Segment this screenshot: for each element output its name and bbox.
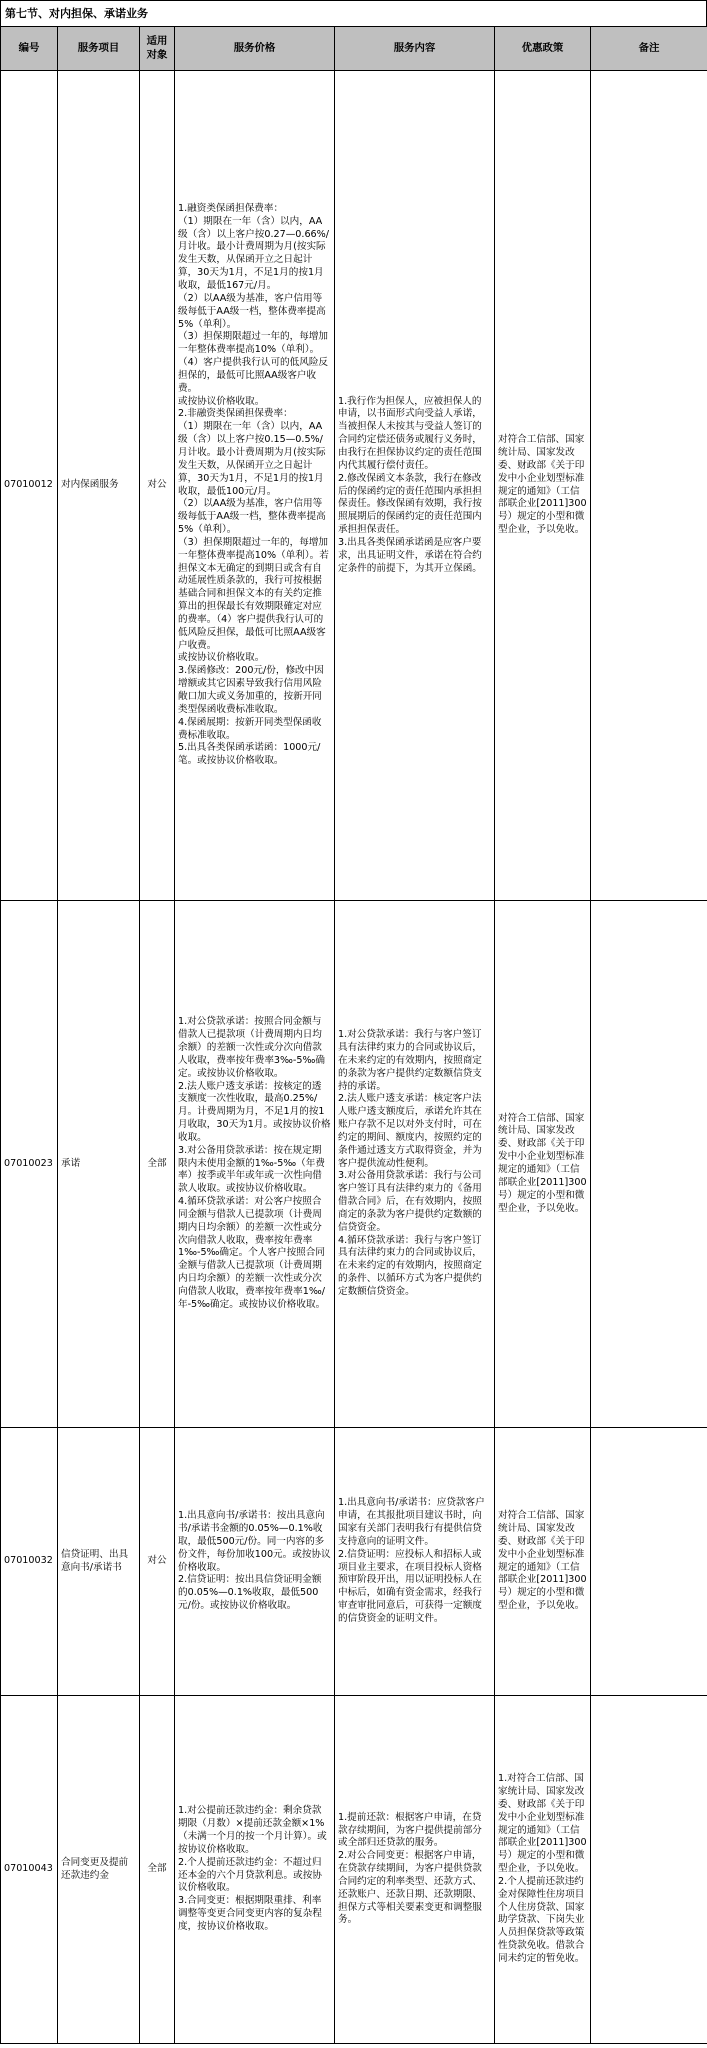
table-row: [1, 901, 707, 1428]
section-title: 第七节、对内担保、承诺业务: [0, 0, 707, 26]
cell-price: 1.对公贷款承诺：按照合同金额与借款人已提款项（计费周期内日均余额）的差额一次性或分次向借款人收取，费率按年费率3‰-5‰确定。或按协议价格收取。 2.法人账户透支承诺：按核定的透支额度一次性收取，最高0.25%/月。计费周期为月，不足1月的按1月收取，30天为1月。或按协议价格收取。 3.对公备用贷款承诺：按在规定期限内未使用金额的1‰-5‰（年费率）按季或半年或年或一次性向借款人收取。或按协议价格收取。 4.循环贷款承诺：对公客户按照合同金额与借款人已提款项（计费周期内日均余额）的差额一次性或分次向借款人收取，费率按年费率1‰-5‰确定。个人客户按照合同金额与借款人已提款项（计费周期内日均余额）的差额一次性或分次向借款人收取，费率按年费率1‰/年-5‰确定。或按协议价格收取。: [175, 901, 335, 1428]
header-remark: 备注: [591, 27, 707, 71]
cell-remark: [591, 71, 707, 901]
header-policy: 优惠政策: [495, 27, 591, 71]
fee-table: [0, 26, 707, 2044]
cell-policy: 对符合工信部、国家统计局、国家发改委、财政部《关于印发中小企业划型标准规定的通知》（工信部联企业[2011]300号）规定的小型和微型企业，予以免收。: [495, 71, 591, 901]
cell-item: 信贷证明、出具意向书/承诺书: [58, 1428, 140, 1696]
cell-remark: [591, 1428, 707, 1696]
cell-target: 全部: [140, 1696, 175, 2044]
cell-code: 07010032: [1, 1428, 58, 1696]
header-target: 适用 对象: [140, 27, 175, 71]
header-item: 服务项目: [58, 27, 140, 71]
cell-code: 07010043: [1, 1696, 58, 2044]
cell-price: 1.对公提前还款违约金：剩余贷款期限（月数）×提前还款金额×1%（未满一个月的按一个月计算）。或按协议价格收取。 2.个人提前还款违约金：不超过归还本金的六个月贷款利息。或按协议价格收取。 3.合同变更：根据期限重排、利率调整等变更合同变更内容的复杂程度，按协议价格收取。: [175, 1696, 335, 2044]
table-row: [1, 1696, 707, 2044]
cell-remark: [591, 1696, 707, 2044]
cell-item: 合同变更及提前还款违约金: [58, 1696, 140, 2044]
cell-item: 对内保函服务: [58, 71, 140, 901]
cell-price: 1.出具意向书/承诺书：按出具意向书/承诺书金额的0.05%—0.1%收取，最低500元/份。同一内容的多份文件，每份加收100元。或按协议价格收取。 2.信贷证明：按出具信贷证明金额的0.05%—0.1%收取，最低500元/份。或按协议价格收取。: [175, 1428, 335, 1696]
cell-policy: 对符合工信部、国家统计局、国家发改委、财政部《关于印发中小企业划型标准规定的通知》（工信部联企业[2011]300号）规定的小型和微型企业，予以免收。: [495, 901, 591, 1428]
cell-price: 1.融资类保函担保费率： （1）期限在一年（含）以内，AA级（含）以上客户按0.27—0.66%/月计收。最小计费周期为月(按实际发生天数，从保函开立之日起计算，30天为1月，不足1月的按1月收取，最低167元/月。 （2）以AA级为基准，客户信用等级每低于AA级一档，整体费率提高5%（单利）。 （3）担保期限超过一年的，每增加一年整体费率提高10%（单利）。（4）客户提供我行认可的低风险反担保的，最低可比照AA级客户收费。 或按协议价格收取。 2.非融资类保函担保费率： （1）期限在一年（含）以内，AA级（含）以上客户按0.15—0.5%/月计收。最小计费周期为月(按实际发生天数，从保函开立之日起计算，30天为1月，不足1月的按1月收取，最低100元/月。 （2）以AA级为基准，客户信用等级每低于AA级一档，整体费率提高5%（单利）。 （3）担保期限超过一年的，每增加一年整体费率提高10%（单利）。若担保文本无确定的到期日或含有自动延展性质条款的，我行可按根据基础合同和担保文本的有关约定推算出的担保最长有效期限確定对应的费率。（4）客户提供我行认可的低风险反担保，最低可比照AA级客户收费。 或按协议价格收取。 3.保函修改：200元/份，修改中因增额或其它因素导致我行信用风险敞口加大或义务加重的，按新开同类型保函收费标准收取。 4.保函展期：按新开同类型保函收费标准收取。 5.出具各类保函承诺函：1000元/笔。或按协议价格收取。: [175, 71, 335, 901]
cell-content: 1.对公贷款承诺：我行与客户签订具有法律约束力的合同或协议后，在未来约定的有效期内，按照商定的条款为客户提供约定数额信贷支持的承诺。 2.法人账户透支承诺：核定客户法人账户透支额度后，承诺允许其在账户存款不足以对外支付时，可在约定的期间、额度内，按照约定的条件通过透支方式取得资金，并为客户提供流动性便利。 3.对公备用贷款承诺：我行与公司客户签订具有法律约束力的《备用借款合同》后，在有效期内，按照商定的条款为客户提供约定数额的信贷资金。 4.循环贷款承诺：我行与客户签订具有法律约束力的合同或协议后，在未来约定的有效期内，按照商定的条件、以循环方式为客户提供约定数额信贷资金。: [335, 901, 495, 1428]
cell-code: 07010012: [1, 71, 58, 901]
cell-item: 承诺: [58, 901, 140, 1428]
table-row: [1, 71, 707, 901]
table-header-row: [1, 27, 707, 71]
cell-policy: 对符合工信部、国家统计局、国家发改委、财政部《关于印发中小企业划型标准规定的通知》（工信部联企业[2011]300号）规定的小型和微型企业，予以免收。: [495, 1428, 591, 1696]
cell-target: 对公: [140, 71, 175, 901]
cell-content: 1.出具意向书/承诺书：应贷款客户申请，在其报批项目建议书时，向国家有关部门表明我行有提供信贷支持意向的证明文件。 2.信贷证明：应投标人和招标人或项目业主要求，在项目投标人资格预审阶段开出，用以证明投标人在中标后，如确有资金需求，经我行审查审批同意后，可获得一定额度的信贷资金的证明文件。: [335, 1428, 495, 1696]
header-price: 服务价格: [175, 27, 335, 71]
cell-content: 1.提前还款：根据客户申请，在贷款存续期间，为客户提供提前部分或全部归还贷款的服务。 2.对公合同变更：根据客户申请，在贷款存续期间，为客户提供贷款合同约定的利率类型、还款方式、还款账户、还款日期、还款期限、担保方式等相关要素变更和调整服务。: [335, 1696, 495, 2044]
header-code: 编号: [1, 27, 58, 71]
cell-content: 1.我行作为担保人，应被担保人的申请，以书面形式向受益人承诺，当被担保人未按其与受益人签订的合同约定偿还债务或履行义务时，由我行在担保协议约定的责任范围内代其履行偿付责任。 2.修改保函文本条款，我行在修改后的保函约定的责任范围内承担担保责任。修改保函有效期，我行按照展期后的保函约定的责任范围内承担担保责任。 3.出具各类保函承诺函是应客户要求，出具证明文件，承诺在符合约定条件的前提下，为其开立保函。: [335, 71, 495, 901]
cell-code: 07010023: [1, 901, 58, 1428]
cell-remark: [591, 901, 707, 1428]
table-row: [1, 1428, 707, 1696]
header-content: 服务内容: [335, 27, 495, 71]
cell-policy: 1.对符合工信部、国家统计局、国家发改委、财政部《关于印发中小企业划型标准规定的通知》（工信部联企业[2011]300号）规定的小型和微型企业，予以免收。 2.个人提前还款违约金对保障性住房项目个人住房贷款、国家助学贷款、下岗失业人员担保贷款等政策性贷款免收。借款合同未约定的暂免收。: [495, 1696, 591, 2044]
cell-target: 对公: [140, 1428, 175, 1696]
cell-target: 全部: [140, 901, 175, 1428]
